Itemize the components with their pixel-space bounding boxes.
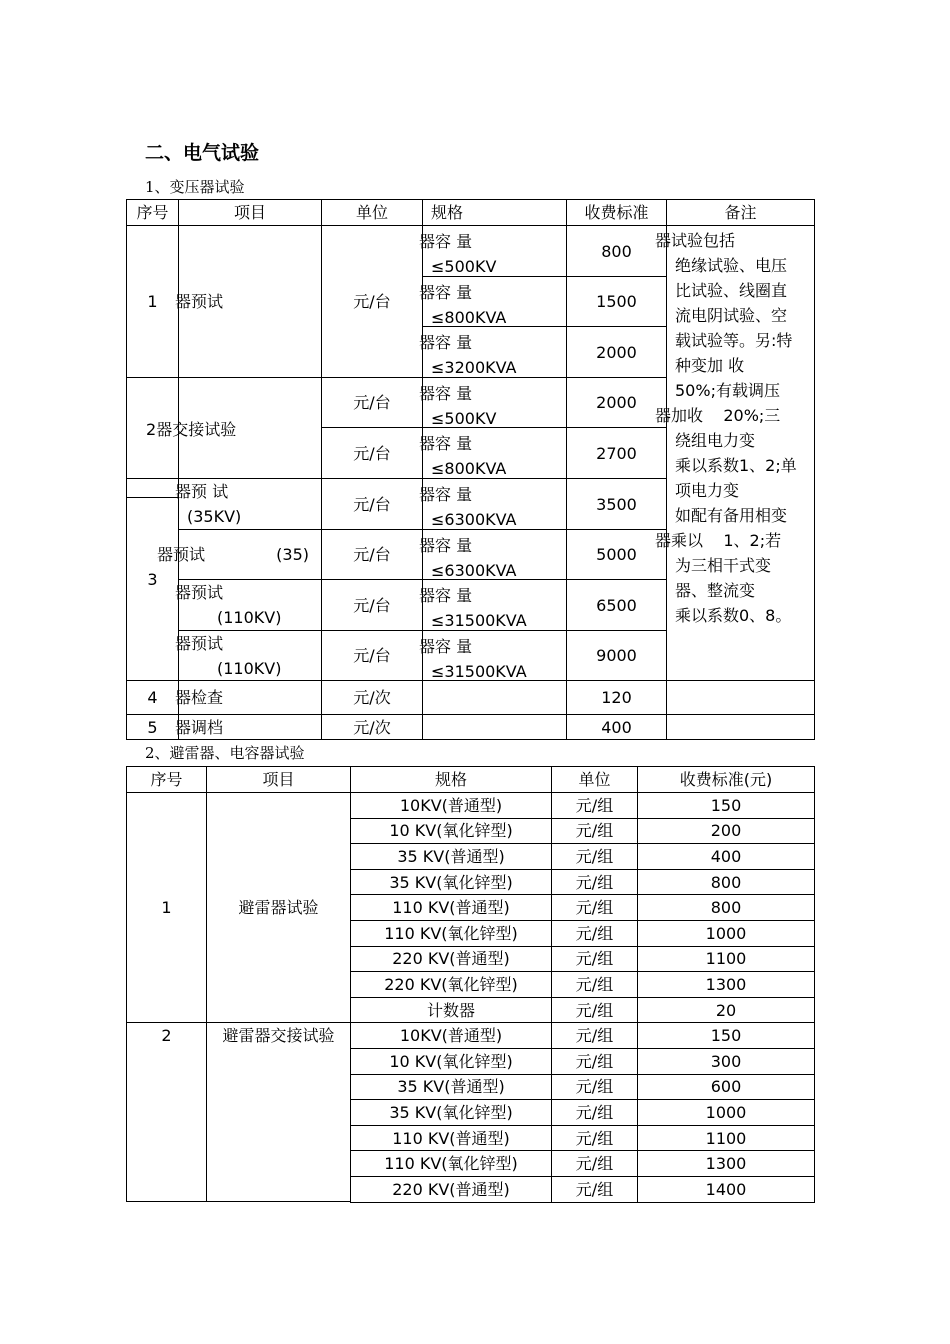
header-price: 收费标准(元) [637,766,815,793]
row-spec: 110 KV(普通型) [350,894,552,921]
remark-line: 器试验包括 [655,231,736,250]
row-no: 1 [126,792,207,1023]
row-price: 1100 [637,1125,815,1152]
spec-line1: 器容 量 [419,232,473,251]
row-unit: 元/组 [551,1048,638,1075]
row-item: 避雷器试验 [206,792,351,1023]
row-unit: 元/组 [551,1099,638,1126]
row-item [175,680,322,715]
row-spec [419,427,567,479]
row-unit: 元/台 [321,225,423,378]
row-spec: 110 KV(普通型) [350,1125,552,1152]
row-price: 5000 [566,529,667,580]
row-item [175,478,322,530]
item-line1: 器预试 [157,545,206,564]
row-spec [419,326,567,378]
spec-line2: ≤31500KVA [431,611,527,630]
remark-cell [655,225,815,681]
remark-line: 项电力变 [675,481,740,500]
item-line2: (110KV) [217,658,282,678]
row-unit: 元/台 [321,630,423,681]
divider [126,497,178,498]
spec-line1: 器容 量 [419,434,473,453]
spec-line2: ≤500KV [431,409,497,428]
row-price: 2000 [566,377,667,428]
row-spec: 10KV(普通型) [350,1022,552,1049]
row-unit: 元/组 [551,1176,638,1203]
row-unit: 元/组 [551,792,638,819]
spec-line2: ≤800KVA [431,308,507,327]
header-unit: 单位 [321,199,423,226]
row-price: 2000 [566,326,667,378]
row-no: 2 [126,1022,207,1202]
spec-line2: ≤6300KVA [431,561,517,580]
row-unit: 元/组 [551,971,638,998]
spec-line1: 器容 量 [419,283,473,302]
row-spec: 220 KV(普通型) [350,1176,552,1203]
spec-line2: ≤6300KVA [431,510,517,529]
spec-line1: 器容 量 [419,485,473,504]
row-spec: 10 KV(氧化锌型) [350,1048,552,1075]
row-item [175,714,322,740]
row-item [175,630,322,681]
row-spec: 35 KV(氧化锌型) [350,1099,552,1126]
remark-line: 绕组电力变 [675,431,756,450]
row-price: 300 [637,1048,815,1075]
spec-line1: 器容 量 [419,586,473,605]
item-line1: 器预试 [175,583,224,602]
row-spec: 35 KV(普通型) [350,843,552,870]
row-unit: 元/组 [551,869,638,896]
row-unit: 元/组 [551,818,638,845]
spec-line1: 器容 量 [419,536,473,555]
row-price: 400 [566,714,667,740]
spec-line2: ≤3200KVA [431,358,517,377]
row-price: 1400 [637,1176,815,1203]
item-line1: 器预试 [175,633,224,653]
remark-line: 器乘以 1、2;若 [655,531,782,550]
row-price: 800 [637,869,815,896]
row-price: 600 [637,1074,815,1101]
row-spec: 220 KV(普通型) [350,946,552,973]
row-spec [422,680,567,715]
row-price: 6500 [566,579,667,631]
item-line2: (35) [276,545,309,564]
row-unit: 元/台 [321,377,423,428]
row-spec: 10 KV(氧化锌型) [350,818,552,845]
row-no: 2 [146,420,157,439]
header-spec: 规格 [422,199,567,226]
row-price: 1500 [566,276,667,327]
row-unit: 元/组 [551,1125,638,1152]
header-remark: 备注 [666,199,815,226]
row-spec [419,579,567,631]
row-unit: 元/台 [321,579,423,631]
row-price: 800 [566,225,667,277]
spec-line1: 器容 量 [419,384,473,403]
spec-line1: 器容 量 [419,333,473,352]
remark-line: 比试验、线圈直 [675,281,788,300]
row-price: 200 [637,818,815,845]
row-no: 1 [126,225,179,378]
row-remark [666,680,815,715]
header-no: 序号 [126,766,207,793]
spec-line2: ≤800KVA [431,459,507,478]
row-spec: 35 KV(普通型) [350,1074,552,1101]
row-spec: 220 KV(氧化锌型) [350,971,552,998]
row-unit: 元/组 [551,997,638,1024]
row-spec: 10KV(普通型) [350,792,552,819]
row-spec [419,377,567,428]
row-unit: 元/组 [551,894,638,921]
header-spec: 规格 [350,766,552,793]
remark-text [655,228,797,628]
row-unit: 元/台 [321,529,423,580]
row-price: 9000 [566,630,667,681]
row-remark [666,714,815,740]
row-price: 20 [637,997,815,1024]
page-heading: 二、电气试验 [145,142,260,164]
row-no: 3 [126,478,179,681]
remark-line: 流电阴试验、空 [675,306,788,325]
row-spec [419,630,567,681]
header-item: 项目 [178,199,322,226]
row-item: 避雷器交接试验 [206,1022,351,1202]
row-price: 400 [637,843,815,870]
row-spec: 110 KV(氧化锌型) [350,1150,552,1177]
row-spec: 计数器 [350,997,552,1024]
row-price: 2700 [566,427,667,479]
row-unit: 元/次 [321,714,423,740]
row-item [175,225,322,378]
row-price: 1300 [637,1150,815,1177]
row-spec [419,276,567,327]
remark-line: 种变加 收 [675,356,745,375]
row-item-text: 器调档 [175,717,224,737]
row-item-text: 器预试 [175,292,224,311]
row-price: 150 [637,792,815,819]
spec-line1: 器容 量 [419,637,473,656]
row-spec [419,225,567,277]
remark-line: 50%;有载调压 [675,381,780,400]
spec-line2: ≤500KV [431,257,497,276]
remark-line: 乘以系数1、2;单 [675,456,797,475]
row-spec [419,478,567,530]
row-unit: 元/组 [551,1150,638,1177]
remark-line: 器加收 20%;三 [655,406,781,425]
remark-line: 载试验等。另:特 [675,331,793,350]
row-unit: 元/次 [321,680,423,715]
row-unit: 元/组 [551,1022,638,1049]
row-no: 4 [126,680,179,715]
row-unit: 元/组 [551,920,638,947]
section2-title: 2、避雷器、电容器试验 [145,744,305,762]
row-item [175,579,322,631]
row-unit: 元/台 [321,427,423,479]
remark-line: 为三相干式变 [675,556,772,575]
section1-title: 1、变压器试验 [145,178,245,196]
row-price: 1000 [637,920,815,947]
row-price: 1000 [637,1099,815,1126]
row-price: 1300 [637,971,815,998]
header-no: 序号 [126,199,179,226]
row-no: 5 [126,714,179,740]
remark-line: 乘以系数0、8。 [675,606,792,625]
row-unit: 元/台 [321,478,423,530]
row-unit: 元/组 [551,843,638,870]
row-price: 800 [637,894,815,921]
group2-label [146,417,236,440]
row-spec [419,529,567,580]
row-item [157,529,322,580]
item-line1: 器预 试 [175,482,229,501]
row-spec [422,714,567,740]
header-price: 收费标准 [566,199,667,226]
row-price: 120 [566,680,667,715]
row-price: 3500 [566,478,667,530]
row-unit: 元/组 [551,946,638,973]
header-item: 项目 [206,766,351,793]
remark-line: 绝缘试验、电压 [675,256,788,275]
row-item-text: 器检查 [175,688,224,707]
row-spec: 110 KV(氧化锌型) [350,920,552,947]
remark-line: 如配有备用相变 [675,506,788,525]
header-unit: 单位 [551,766,638,793]
row-unit: 元/组 [551,1074,638,1101]
row-item: 器交接试验 [156,420,237,439]
row-price: 150 [637,1022,815,1049]
item-line2: (110KV) [217,608,282,627]
row-price: 1100 [637,946,815,973]
item-line2: (35KV) [187,507,242,526]
row-spec: 35 KV(氧化锌型) [350,869,552,896]
spec-line2: ≤31500KVA [431,662,527,681]
remark-line: 器、整流变 [675,581,756,600]
